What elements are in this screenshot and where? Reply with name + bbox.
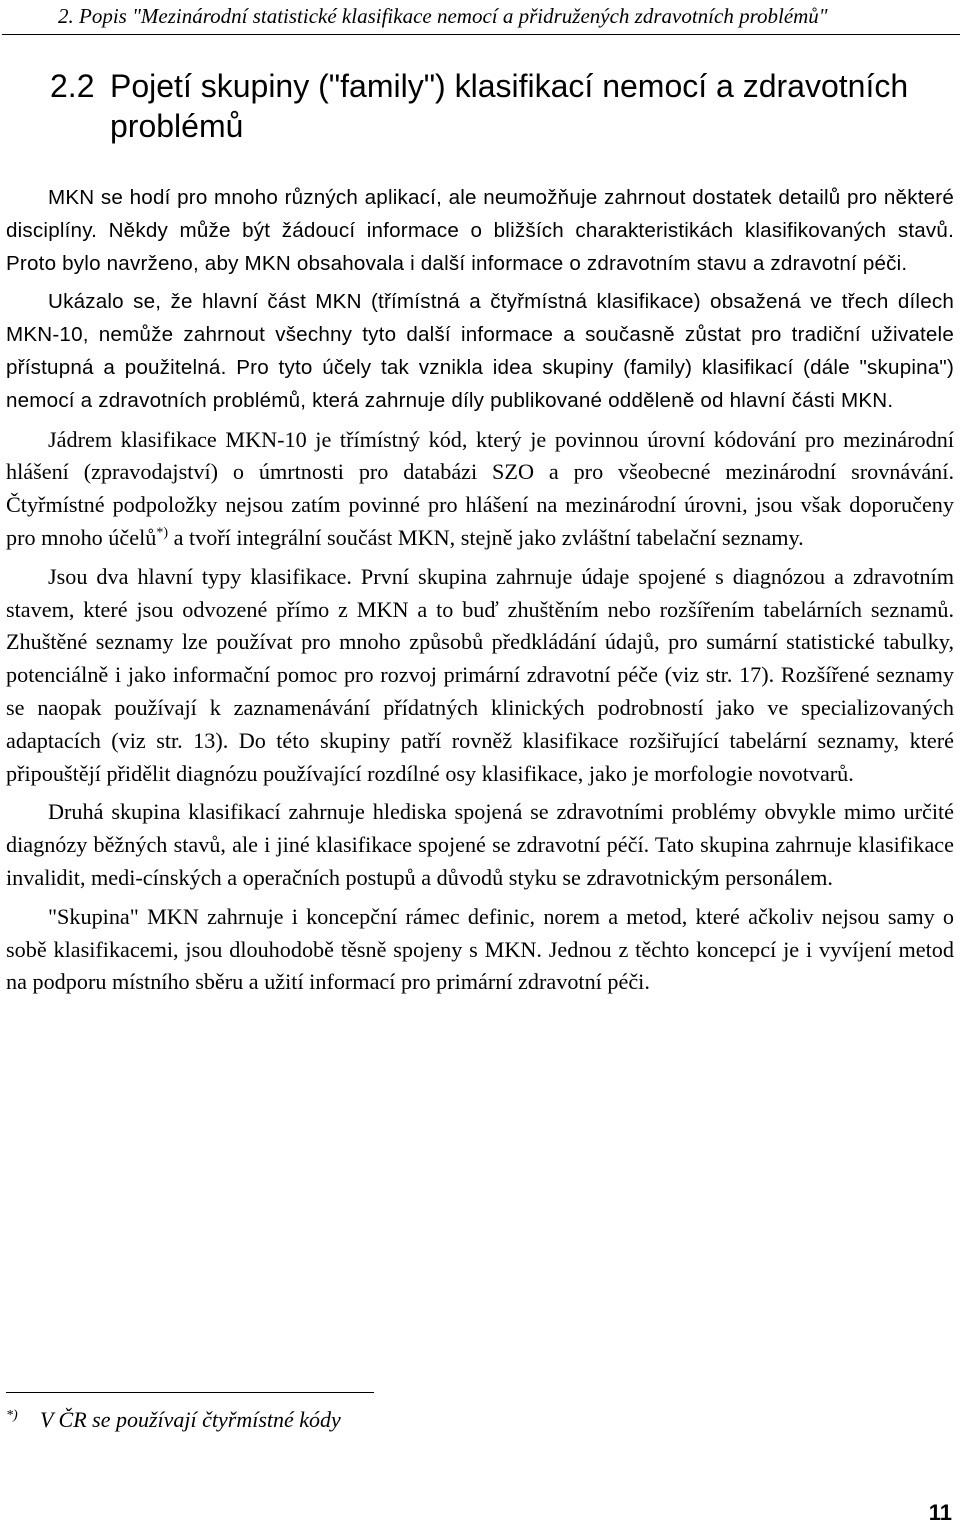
header-rule — [2, 34, 960, 35]
page-number: 11 — [928, 1500, 952, 1525]
section-title: Pojetí skupiny ("family") klasifikací nemocí a zdravotních problémů — [110, 68, 909, 144]
footnote-reference: *) — [156, 525, 169, 541]
paragraph-family-idea: Ukázalo se, že hlavní část MKN (třímístná a čtyřmístná klasifikace) obsažená ve třech dílech MKN-10, nemůže zahrnout všechny tyto další informace a současně zůstat pro tradiční uživatele přístupná a použitelná. Pro tyto účely tak vznikla idea skupiny (family) klasifikací (dále "skupina") nemocí a zdravotních problémů, která zahrnuje díly publikované odděleně od hlavní části MKN. — [6, 290, 954, 412]
section-number: 2.2 — [50, 68, 95, 104]
paragraph-classification-types: Jsou dva hlavní typy klasifikace. První skupina zahrnuje údaje spojené s diagnózou a zdravotním stavem, které jsou odvozené přímo z MKN a to buď zhuštěním nebo rozšířením tabelárních seznamů. Zhuštěné seznamy lze používat pro mnoho způsobů předkládání údajů, pro sumární statistické tabulky, potenciálně i jako informační pomoc pro rozvoj primární zdravotní péče (viz str. 17). Rozšířené seznamy se naopak používají k zaznamenávání přídatných klinických podrobností jako ve specializovaných adaptacích (viz str. 13). Do této skupiny patří rovněž klasifikace rozšiřující tabelární seznamy, které připouštějí přidělit diagnózu používající rozdílné osy klasifikace, jako je morfologie novotvarů. — [6, 563, 954, 786]
running-header: 2. Popis "Mezinárodní statistické klasifikace nemocí a přidružených zdravotních problémů" — [58, 4, 828, 28]
section-heading — [50, 66, 950, 146]
footnote-text: V ČR se používají čtyřmístné kódy — [40, 1407, 341, 1432]
footnote: *) V ČR se používají čtyřmístné kódy — [6, 1407, 341, 1432]
paragraph-core-text: Jádrem klasifikace MKN-10 je třímístný kód, který je povinnou úrovní kódování pro mezinárodní hlášení (zpravodajství) o úmrtnosti pro databázi SZO a pro všeobecné mezinárodní srovnávání. Čtyřmístné podpoložky nejsou zatím povinné pro hlášení na mezinárodní úrovni, jsou však doporučeny pro mnoho účelů — [6, 426, 954, 550]
paragraph-intro: MKN se hodí pro mnoho různých aplikací, ale neumožňuje zahrnout dostatek detailů pro některé disciplíny. Někdy může být žádoucí informace o bližších charakteristikách klasifikovaných stavů. Proto bylo navrženo, aby MKN obsahovala i další informace o zdravotním stavu a zdravotní péči. — [6, 186, 954, 275]
footnote-rule — [6, 1392, 374, 1393]
paragraph-core-classification — [6, 424, 954, 555]
body-text — [6, 182, 954, 999]
paragraph-second-group: Druhá skupina klasifikací zahrnuje hlediska spojená se zdravotními problémy obvykle mimo určité diagnózy běžných stavů, ale i jiné klasifikace spojené se zdravotní péčí. Tato skupina zahrnuje klasifikace invalidit, medi-cínských a operačních postupů a důvodů styku se zdravotnickým personálem. — [6, 799, 954, 890]
paragraph-core-text-continued: a tvoří integrální součást MKN, stejně jako zvláštní tabelační seznamy. — [168, 524, 804, 550]
paragraph-conceptual-framework: "Skupina" MKN zahrnuje i koncepční rámec definic, norem a metod, které ačkoliv nejsou samy o sobě klasifikacemi, jsou dlouhodobě těsně spojeny s MKN. Jednou z těchto koncepcí je i vyvíjení metod na podporu místního sběru a užití informací pro primární zdravotní péči. — [6, 903, 954, 995]
